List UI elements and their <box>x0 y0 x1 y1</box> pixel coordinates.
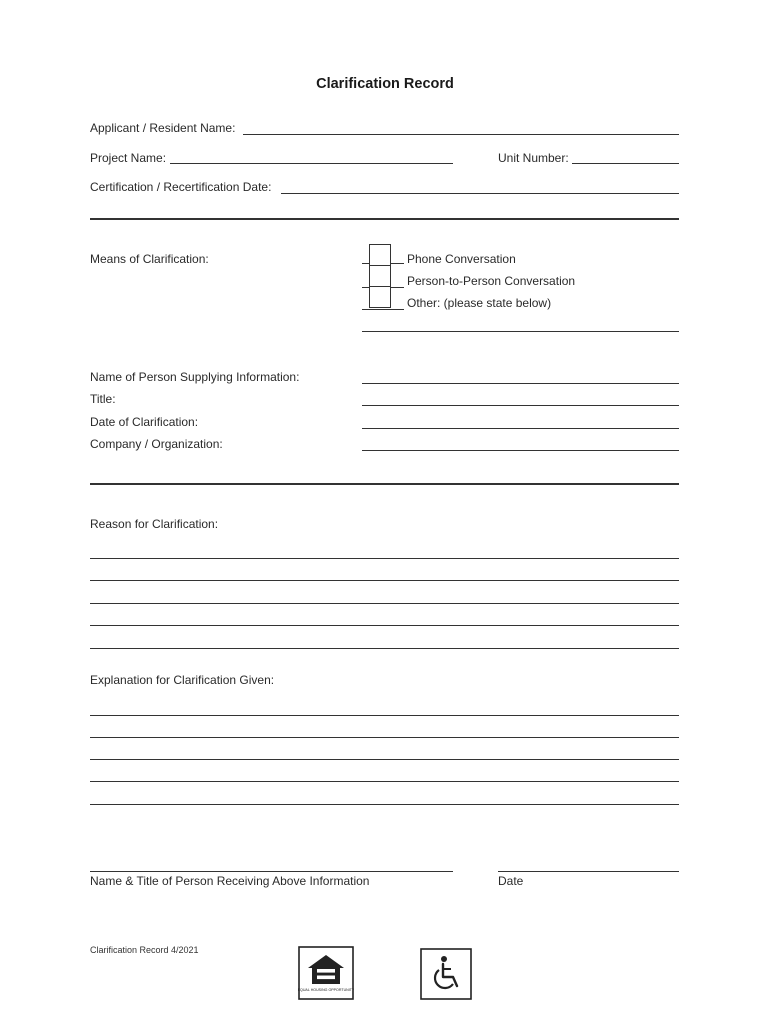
cert-date-field[interactable] <box>281 193 679 194</box>
reason-line[interactable] <box>90 648 679 649</box>
explanation-line[interactable] <box>90 759 679 760</box>
receiver-date-field[interactable] <box>498 871 679 872</box>
project-field[interactable] <box>170 163 453 164</box>
reason-line[interactable] <box>90 580 679 581</box>
explanation-line[interactable] <box>90 715 679 716</box>
means-label: Means of Clarification: <box>90 252 209 266</box>
date-label: Date <box>498 874 524 888</box>
reason-line[interactable] <box>90 558 679 559</box>
title-field[interactable] <box>362 405 679 406</box>
checkbox-person[interactable] <box>369 265 391 287</box>
date-clar-label: Date of Clarification: <box>90 415 199 429</box>
supplier-label: Name of Person Supplying Information: <box>90 370 300 384</box>
accessibility-icon <box>420 948 472 1000</box>
explanation-line[interactable] <box>90 781 679 782</box>
equal-housing-logo <box>298 946 354 1000</box>
date-clar-field[interactable] <box>362 428 679 429</box>
receiver-label: Name & Title of Person Receiving Above Information <box>90 874 370 888</box>
company-label: Company / Organization: <box>90 437 223 451</box>
option-person: Person-to-Person Conversation <box>407 274 576 288</box>
section-divider <box>90 218 679 220</box>
company-field[interactable] <box>362 450 679 451</box>
page-title: Clarification Record <box>316 76 454 92</box>
eho-logo-text: EQUAL HOUSING OPPORTUNITY <box>298 988 354 992</box>
applicant-label: Applicant / Resident Name: <box>90 121 236 135</box>
reason-line[interactable] <box>90 603 679 604</box>
unit-field[interactable] <box>572 163 679 164</box>
checkbox-phone[interactable] <box>369 244 391 266</box>
project-label: Project Name: <box>90 151 167 165</box>
form-code: Clarification Record 4/2021 <box>90 945 199 955</box>
explanation-line[interactable] <box>90 804 679 805</box>
explanation-label: Explanation for Clarification Given: <box>90 673 275 687</box>
unit-label: Unit Number: <box>498 151 569 165</box>
section-divider <box>90 483 679 485</box>
option-phone: Phone Conversation <box>407 252 516 266</box>
title-label: Title: <box>90 392 116 406</box>
other-field[interactable] <box>362 331 679 332</box>
applicant-field[interactable] <box>243 134 679 135</box>
reason-label: Reason for Clarification: <box>90 517 219 531</box>
explanation-line[interactable] <box>90 737 679 738</box>
checkbox-other[interactable] <box>369 286 391 308</box>
supplier-field[interactable] <box>362 383 679 384</box>
option-other: Other: (please state below) <box>407 296 552 310</box>
cert-date-label: Certification / Recertification Date: <box>90 180 272 194</box>
checkbox-underline <box>362 309 404 310</box>
receiver-signature-field[interactable] <box>90 871 453 872</box>
reason-line[interactable] <box>90 625 679 626</box>
